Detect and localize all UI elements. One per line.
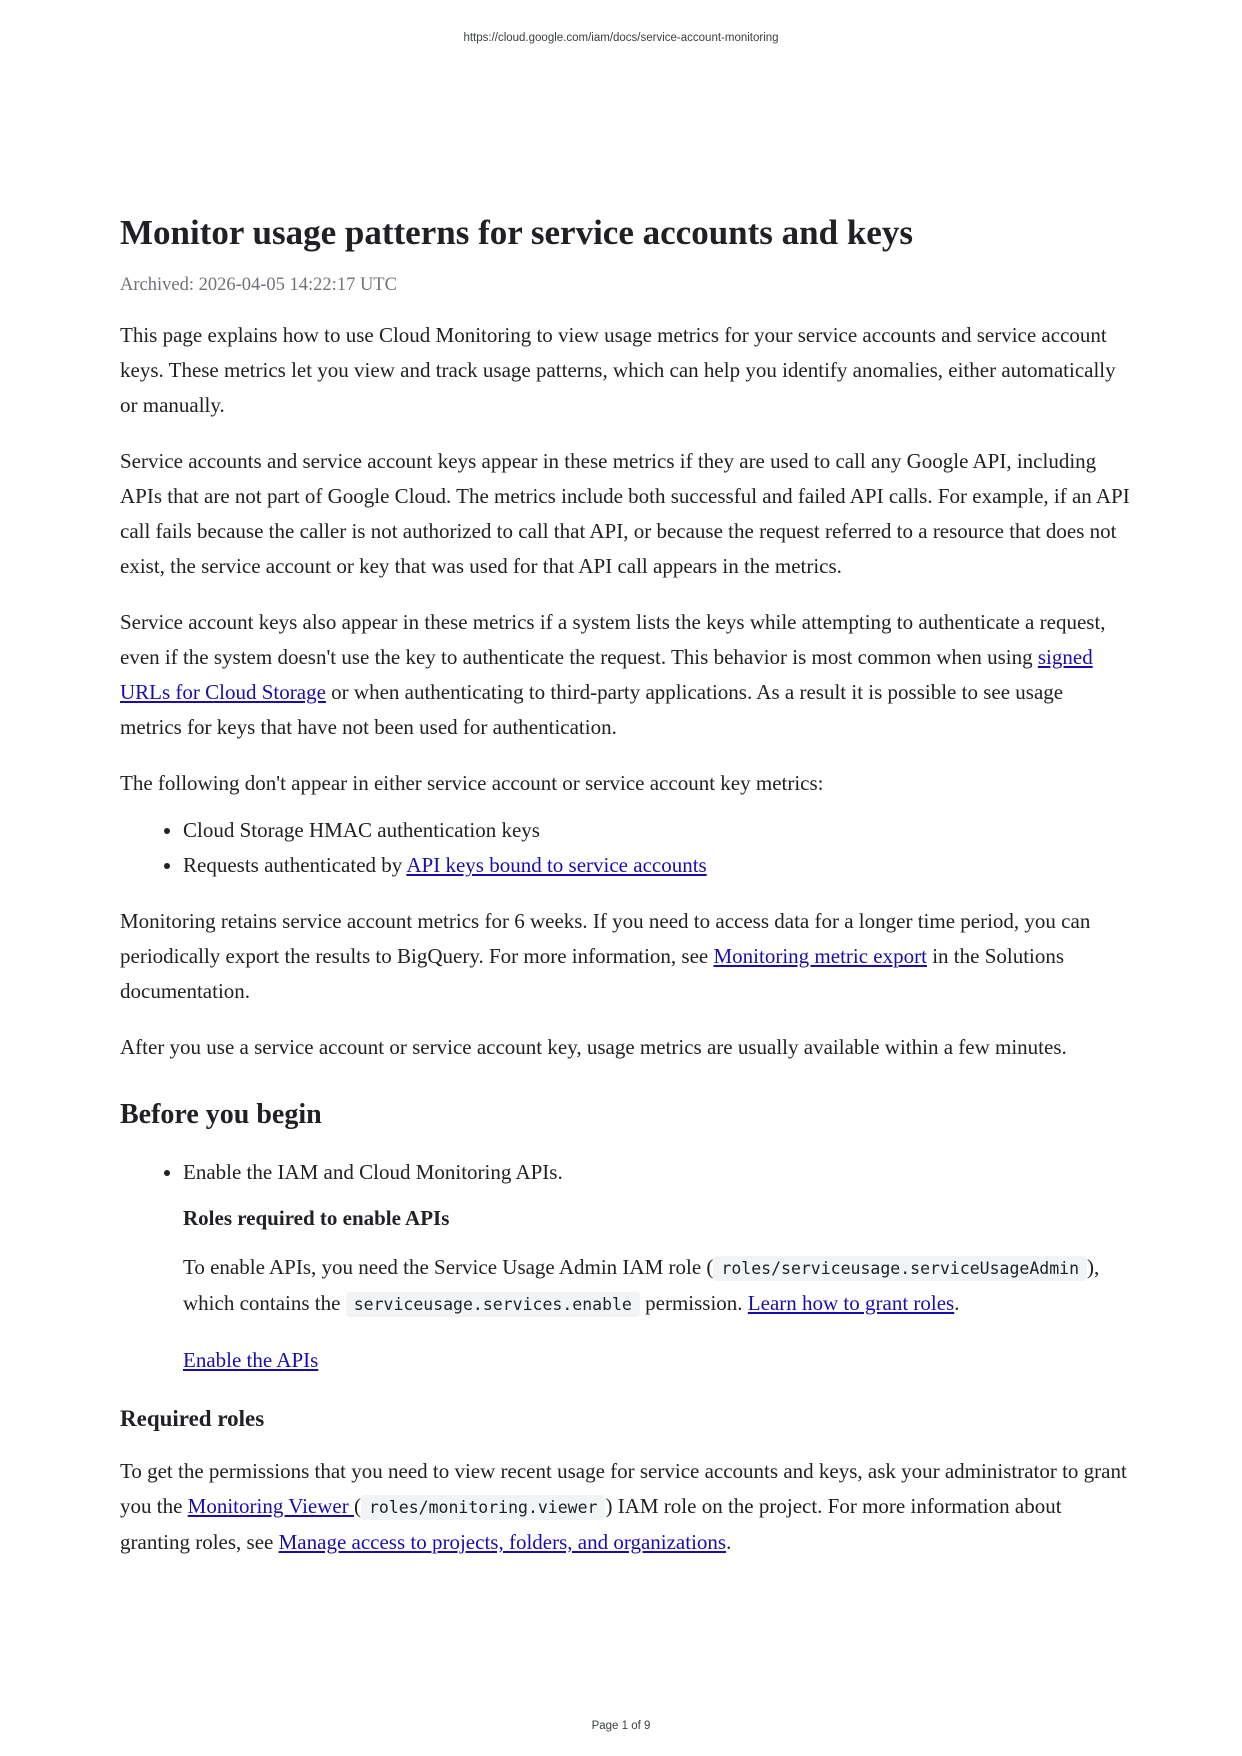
exclusions-paragraph: The following don't appear in either service account or service account key metrics:: [120, 771, 824, 795]
keys-paragraph-text-1: Service account keys also appear in these metrics if a system lists the keys while attempting to authenticate a request, even if the system doesn't use the key to authenticate the request. This behavior is most common when using: [120, 610, 1106, 669]
intro-paragraph: This page explains how to use Cloud Monitoring to view usage metrics for your service accounts and service account keys. These metrics let you view and track usage patterns, which can help you identify anomalies, either automatically or manually.: [120, 323, 1116, 417]
before-you-begin-heading: Before you begin: [120, 1099, 322, 1130]
page-title: Monitor usage patterns for service accounts and keys: [120, 213, 913, 252]
grant-roles-link[interactable]: Learn how to grant roles: [747, 1291, 955, 1315]
service-usage-admin-code: roles/serviceusage.serviceUsageAdmin: [713, 1256, 1087, 1281]
roles-block: [183, 1203, 1130, 1378]
prereq-list: [120, 1155, 1130, 1190]
page-number: Page 1 of 9: [591, 1720, 651, 1732]
page-url: https://cloud.google.com/iam/docs/service-account-monitoring: [463, 32, 779, 44]
exclusions-list: [120, 813, 1130, 883]
roles-text-3: permission.: [639, 1291, 748, 1315]
retention-text-1: Monitoring retains service account metrics for 6 weeks. If you need to access data for a longer time period, you can periodically export the results to BigQuery. For more information, see: [120, 909, 1091, 968]
roles-paragraph: [183, 1250, 1130, 1322]
monitoring-viewer-code: roles/monitoring.viewer: [361, 1495, 605, 1520]
api-keys-link[interactable]: API keys bound to service accounts: [406, 853, 707, 877]
services-enable-code: serviceusage.services.enable: [346, 1292, 640, 1317]
list-item: [183, 848, 1130, 883]
monitoring-viewer-link[interactable]: Monitoring Viewer: [187, 1494, 354, 1518]
metrics-paragraph: Service accounts and service account keys appear in these metrics if they are used to call any Google API, including APIs that are not part of Google Cloud. The metrics include both successful and failed API calls. For example, if an API call fails because the caller is not authorized to call that API, or because the request referred to a resource that does not exist, the service account or key that was used for that API call appears in the metrics.: [120, 449, 1130, 578]
keys-paragraph: [120, 605, 1130, 745]
required-roles-text-1: To get the permissions that you need to view recent usage for service accounts and keys, ask your administrator to grant you the: [120, 1459, 1127, 1518]
roles-text-4: .: [954, 1291, 960, 1315]
list-item-text: Requests authenticated by: [183, 853, 407, 877]
required-roles-text-3: ) IAM role on the project. For more information about granting roles, see: [120, 1494, 1062, 1554]
required-roles-heading: Required roles: [120, 1406, 265, 1431]
required-roles-text-4: .: [726, 1530, 732, 1554]
availability-paragraph: After you use a service account or service account key, usage metrics are usually available within a few minutes.: [120, 1035, 1067, 1059]
required-roles-paragraph: [120, 1454, 1130, 1560]
enable-apis-link[interactable]: Enable the APIs: [183, 1348, 319, 1372]
document-body: [120, 210, 1130, 1581]
keys-paragraph-text-2: or when authenticating to third-party applications. As a result it is possible to see usage metrics for keys that have not been used for authentication.: [120, 680, 1064, 739]
roles-text-1: To enable APIs, you need the Service Usage Admin IAM role (: [183, 1255, 714, 1279]
enable-apis-paragraph: [183, 1343, 1130, 1378]
signed-urls-link[interactable]: signed URLs for Cloud Storage: [120, 645, 1093, 704]
roles-text-2: ), which contains the: [183, 1255, 1100, 1315]
roles-required-heading: Roles required to enable APIs: [183, 1206, 450, 1230]
list-item: • Cloud Storage HMAC authentication keys: [183, 813, 1130, 848]
retention-paragraph: [120, 904, 1130, 1009]
list-item: • Enable the IAM and Cloud Monitoring APIs.: [183, 1155, 1130, 1190]
required-roles-text-2: (: [354, 1494, 361, 1518]
manage-access-link[interactable]: Manage access to projects, folders, and organizations: [278, 1530, 727, 1554]
archived-timestamp: Archived: 2026-04-05 14:22:17 UTC: [120, 275, 397, 295]
retention-text-2: in the Solutions documentation.: [120, 944, 1065, 1003]
metric-export-link[interactable]: Monitoring metric export: [713, 944, 927, 968]
